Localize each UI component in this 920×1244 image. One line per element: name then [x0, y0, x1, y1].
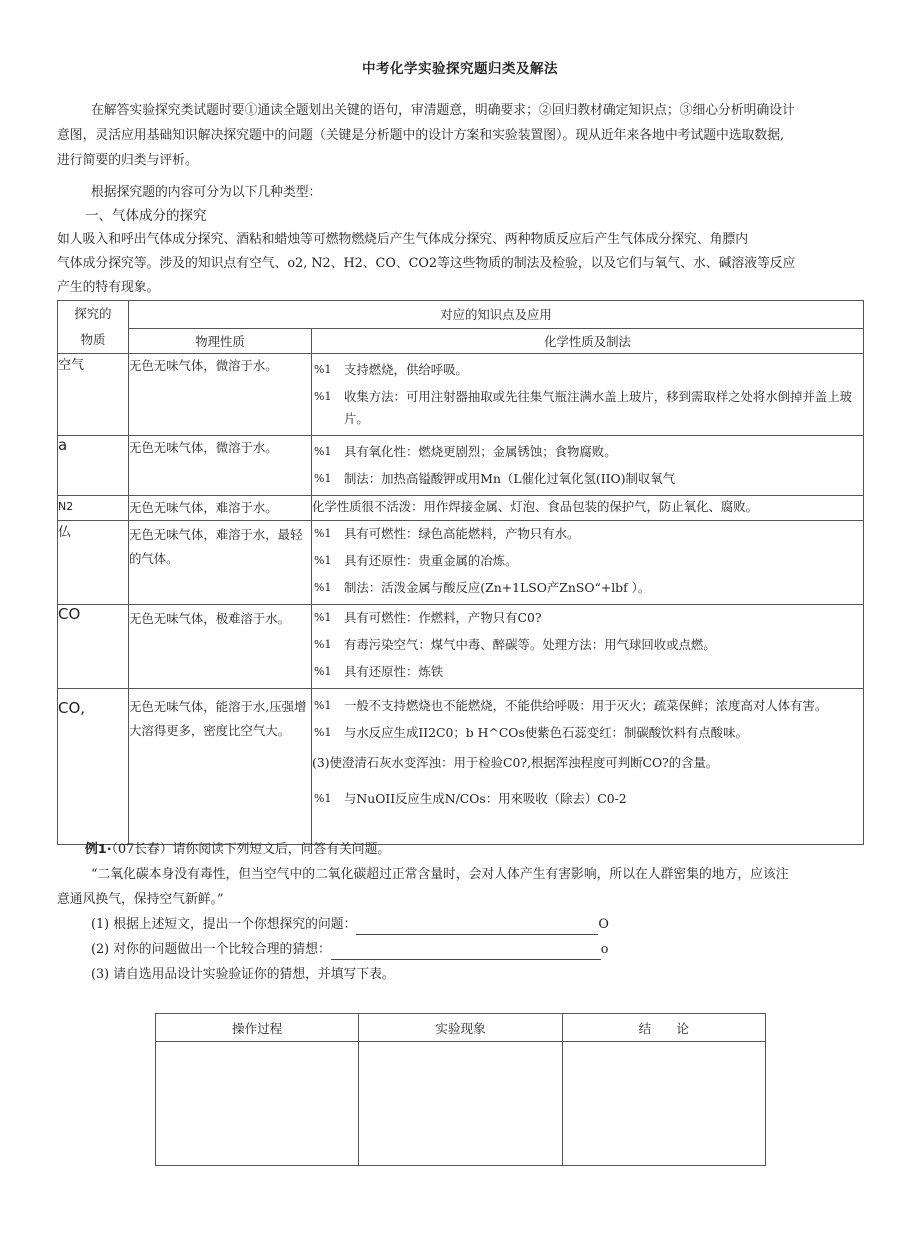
physical-cell: 无色无味气体，难溶于水。: [129, 496, 312, 521]
chemical-cell: %1 具有可燃性：作燃料，产物只有C0? %1 有毒污染空气：煤气中毒、醉碳等。处理方法：用气球回收或点燃。 %1 具有还原性：炼铁: [312, 605, 864, 689]
intro-line-3: 进行简要的归类与评析。: [57, 153, 198, 168]
table-row: [58, 354, 864, 436]
table-row: [58, 605, 864, 689]
subject-cell: 仏: [58, 521, 129, 605]
section-1-text-3: 产生的特有现象。: [57, 280, 160, 295]
table-row: [58, 689, 864, 845]
chemical-cell: %1 具有氧化性：燃烧更剧烈；金属锈蚀；食物腐败。 %1 制法：加热高镒酸钾或用Mn（L催化过氧化氢(IIO)制収氧气: [312, 436, 864, 496]
table-row: [58, 496, 864, 521]
col-operation: 操作过程: [156, 1014, 359, 1042]
chemical-cell: %1 支持燃烧，供给呼吸。 %1 收集方法：可用注射器抽取或先往集气瓶注满水盖上玻片，移到需取样之处将水倒掉并盖上玻片。: [312, 354, 864, 436]
answer-1-blank[interactable]: [356, 920, 598, 935]
col-conclusion: 结 论: [562, 1014, 765, 1042]
physical-cell: 无色无味气体，微溶于水。: [129, 436, 312, 496]
question-2: (2) 对你的问题做出一个比较合理的猜想： o: [91, 940, 608, 960]
types-intro: 根据探究题的内容可分为以下几种类型：: [91, 185, 322, 200]
phenomenon-answer-cell[interactable]: [359, 1042, 562, 1166]
operation-answer-cell[interactable]: [156, 1042, 359, 1166]
example-quote-1: “二氧化碳本身没有毒性，但当空气中的二氧化碳超过正常含量时，会对人体产生有害影响，所以在人群密集的地方，应该注: [91, 867, 789, 882]
physical-cell: 无色无味气体，极难溶于水。: [129, 605, 312, 689]
physical-cell: 无色无味气体，难溶于水，最轻的气体。: [129, 521, 312, 605]
document-title: 中考化学实验探究题归类及解法: [362, 61, 558, 77]
physical-cell: 无色无味气体，微溶于水。: [129, 354, 312, 436]
section-1-text-1: 如人吸入和呼出气体成分探究、酒粘和蜡烛等可燃物燃烧后产生气体成分探究、两种物质反应后产生气体成分探究、角膘内: [57, 232, 749, 247]
question-1: (1) 根据上述短文，提出一个你想探究的问题： O: [91, 915, 609, 935]
subject-cell: 空气: [58, 354, 129, 436]
header-physical: 物理性质: [129, 328, 312, 353]
example-heading: 例1·（07长春）请你阅读下列短文后，问答有关问题。: [85, 842, 391, 857]
intro-line-1: 在解答实验探究类试题时要①通读全题划出关键的语句，审清题意，明确要求；②回归教材确定知识点；③细心分析明确设计: [91, 103, 795, 118]
col-phenomenon: 实验现象: [359, 1014, 562, 1042]
experiment-table: [155, 1013, 766, 1166]
subject-cell: CO,: [58, 689, 129, 845]
intro-line-2: 意图，灵活应用基础知识解决探究题中的问题（关键是分析题中的设计方案和实验装置图）。现从近年来各地中考试题中选取数据,: [57, 128, 785, 143]
chemical-cell: %1 一般不支持燃烧也不能燃烧，不能供给呼吸：用于灭火；疏菜保鲜；浓度高对人体有害。 %1 与水反应生成II2C0；b H^COs使紫色石蕊变红：制碳酸饮料有点酸味。 (3)使澄清石灰水变浑浊：用于检验C0?,根据浑浊程度可判断CO?的含量。 %1 与NuOII反应生成N/COs：用來吸收（除去）C0-2: [312, 689, 864, 845]
section-1-text-2: 气体成分探究等。涉及的知识点有空气、o2, N2、H2、CO、CO2等这些物质的制法及检验，以及它们与氧气、水、碱溶液等反应: [57, 256, 796, 271]
header-subject: 探究的 物质: [58, 301, 129, 354]
table-row: [58, 521, 864, 605]
header-knowledge: 对应的知识点及应用: [129, 301, 864, 329]
gas-properties-table: [57, 300, 864, 845]
chemical-cell: 化学性质很不活泼：用作焊接金属、灯泡、食品包装的保护气，防止氧化、腐败。: [312, 496, 864, 521]
chemical-cell: %1 具有可燃性：绿色高能燃料，产物只有水。 %1 具有还原性：贵重金属的冶炼。 %1 制法：活泼金属与酸反应(Zn+1LSO产ZnSO“+lbf ）。: [312, 521, 864, 605]
physical-cell: 无色无味气体，能溶于水,压强增大溶得更多，密度比空气大。: [129, 689, 312, 845]
subject-cell: CO: [58, 605, 129, 689]
subject-cell: a: [58, 436, 129, 496]
table-row: [58, 436, 864, 496]
question-3: (3) 请自选用品设计实验验证你的猜想，并填写下表。: [91, 967, 395, 982]
example-quote-2: 意通风换气，保持空气新鲜。”: [57, 892, 224, 907]
section-1-heading: 一、气体成分的探究: [85, 208, 207, 224]
subject-cell: N2: [58, 496, 129, 521]
answer-2-blank[interactable]: [331, 945, 601, 960]
header-chemical: 化学性质及制法: [312, 328, 864, 353]
conclusion-answer-cell[interactable]: [562, 1042, 765, 1166]
